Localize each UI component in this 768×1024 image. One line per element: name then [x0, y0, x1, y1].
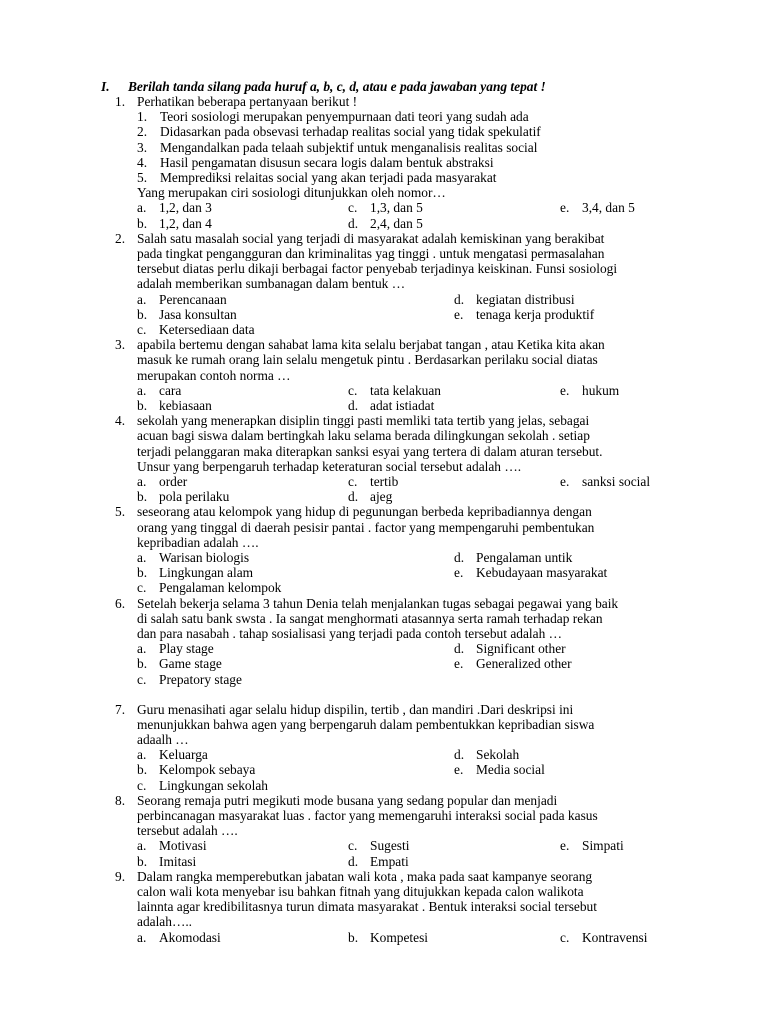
option-d[interactable]: d. Sekolah: [454, 747, 520, 763]
question-text: seseorang atau kelompok yang hidup di pegunungan berbeda kepribadiannya dengan: [137, 504, 592, 520]
option-d[interactable]: d. ajeg: [348, 489, 393, 505]
question-prompt: Yang merupakan ciri sosiologi ditunjukkan oleh nomor…: [137, 185, 446, 201]
question-8: [115, 793, 675, 869]
option-a[interactable]: a. cara: [137, 382, 182, 398]
section-number: I.: [101, 79, 110, 94]
option-e[interactable]: e. sanksi social: [560, 473, 651, 489]
question-text: Salah satu masalah social yang terjadi di masyarakat adalah kemiskinan yang berakibat: [137, 230, 605, 246]
options: [137, 641, 675, 687]
options: [137, 292, 675, 338]
question-number: 8.: [115, 792, 126, 808]
option-b[interactable]: b. Kompetesi: [348, 929, 429, 945]
option-d[interactable]: d. Empati: [348, 853, 409, 869]
question-text: pada tingkat pengangguran dan kriminalitas yag tinggi . untuk mengatasi permasalahan: [137, 246, 605, 261]
question-text: Setelah bekerja selama 3 tahun Denia telah menjalankan tugas sebagai pegawai yang baik: [137, 595, 619, 611]
option-a[interactable]: a. order: [137, 473, 188, 489]
question-number: 1.: [115, 94, 126, 109]
statement-item: 3. Mengandalkan pada telaah subjektif untuk menganalisis realitas social: [137, 139, 538, 155]
question-2: [115, 231, 675, 337]
option-a[interactable]: a. Keluarga: [137, 747, 208, 763]
question-text: di salah satu bank swsta . Ia sangat menghormati atasannya serta ramah terhadap rekan: [137, 610, 603, 626]
option-c[interactable]: c. Kontravensi: [560, 929, 648, 945]
question-number: 2.: [115, 230, 126, 246]
option-b[interactable]: b. 1,2, dan 4: [137, 215, 212, 231]
option-d[interactable]: d. kegiatan distribusi: [454, 291, 575, 307]
option-b[interactable]: b. Game stage: [137, 656, 222, 672]
option-a[interactable]: a. Motivasi: [137, 838, 207, 854]
question-text: adalah…..: [137, 914, 193, 930]
question-text: adalah memberikan sumbanagan dalam bentuk …: [137, 276, 406, 292]
question-text: Seorang remaja putri megikuti mode busana yang sedang popular dan menjadi: [137, 792, 558, 808]
option-a[interactable]: a. Akomodasi: [137, 929, 221, 945]
option-c[interactable]: c. Lingkungan sekolah: [137, 777, 268, 793]
question-text: sekolah yang menerapkan disiplin tinggi pasti memliki tata tertib yang jelas, sebagai: [137, 413, 590, 429]
option-e[interactable]: e. 3,4, dan 5: [560, 200, 635, 216]
question-text: calon wali kota menyebar isu bahkan fitnah yang ditujukkan kepada calon walikota: [137, 884, 584, 900]
question-1: [115, 94, 675, 231]
question-number: 7.: [115, 701, 126, 717]
option-e[interactable]: e. Kebudayaan masyarakat: [454, 565, 608, 581]
question-number: 6.: [115, 595, 126, 611]
question-text: apabila bertemu dengan sahabat lama kita selalu berjabat tangan , atau Ketika kita akan: [137, 337, 605, 353]
question-4: [115, 413, 675, 504]
options: [137, 747, 675, 793]
option-e[interactable]: e. tenaga kerja produktif: [454, 306, 595, 322]
statement-list: [137, 109, 675, 185]
option-c[interactable]: c. 1,3, dan 5: [348, 200, 423, 216]
question-text: acuan bagi siswa dalam bertingkah laku selama berada dilingkungan sekolah . setiap: [137, 428, 590, 444]
question-list: [115, 94, 675, 945]
option-c[interactable]: c. Ketersediaan data: [137, 321, 255, 337]
statement-item: 2. Didasarkan pada obsevasi terhadap realitas social yang tidak spekulatif: [137, 124, 541, 140]
option-d[interactable]: d. adat istiadat: [348, 397, 435, 413]
options: [137, 930, 675, 945]
option-d[interactable]: d. 2,4, dan 5: [348, 215, 423, 231]
question-text: Unsur yang berpengaruh terhadap keteraturan social tersebut adalah ….: [137, 458, 522, 474]
statement-item: 4. Hasil pengamatan disusun secara logis dalam bentuk abstraksi: [137, 154, 494, 170]
question-text: terjadi pelanggaran maka diterapkan sanksi esyai yang tertera di dalam aturan tersebut.: [137, 443, 603, 459]
question-text: orang yang tinggal di daerah pesisir pantai . factor yang mempengaruhi pembentukan: [137, 519, 595, 535]
question-text: tersebut diatas perlu dikaji berbagai factor penyebab terjadinya keiskinan. Funsi sosiologi: [137, 261, 618, 277]
option-c[interactable]: c. Pengalaman kelompok: [137, 580, 282, 596]
option-a[interactable]: a. Perencanaan: [137, 291, 227, 307]
question-text: Dalam rangka memperebutkan jabatan wali kota , maka pada saat kampanye seorang: [137, 868, 593, 884]
question-number: 5.: [115, 504, 126, 520]
option-a[interactable]: a. Play stage: [137, 641, 214, 657]
option-d[interactable]: d. Significant other: [454, 641, 566, 657]
options: [137, 550, 675, 596]
option-c[interactable]: c. tata kelakuan: [348, 382, 442, 398]
statement-item: 1. Teori sosiologi merupakan penyempurnaan dati teori yang sudah ada: [137, 109, 529, 125]
option-b[interactable]: b. Jasa konsultan: [137, 306, 237, 322]
option-b[interactable]: b. pola perilaku: [137, 489, 230, 505]
section-instruction: Berilah tanda silang pada huruf a, b, c, d, atau e pada jawaban yang tepat !: [128, 79, 546, 94]
option-a[interactable]: a. Warisan biologis: [137, 549, 250, 565]
options: [137, 474, 675, 504]
blank-spacer: [115, 687, 675, 702]
question-text: tersebut adalah ….: [137, 823, 238, 839]
option-c[interactable]: c. tertib: [348, 473, 399, 489]
option-a[interactable]: a. 1,2, dan 3: [137, 200, 212, 216]
question-7: [115, 702, 675, 793]
question-text: perbincanagan masyarakat luas . factor yang memengaruhi interaksi social pada kasus: [137, 808, 598, 824]
question-text: Perhatikan beberapa pertanyaan berikut !: [137, 94, 358, 109]
question-6: [115, 596, 675, 687]
question-text: kepribadian adalah ….: [137, 534, 259, 550]
question-number: 3.: [115, 337, 126, 353]
option-b[interactable]: b. kebiasaan: [137, 397, 212, 413]
option-e[interactable]: e. Generalized other: [454, 656, 572, 672]
question-3: [115, 337, 675, 413]
options: [137, 200, 675, 230]
option-c[interactable]: c. Prepatory stage: [137, 671, 242, 687]
question-text: menunjukkan bahwa agen yang berpengaruh dalam pembentukkan kepribadian siswa: [137, 716, 595, 732]
question-number: 9.: [115, 868, 126, 884]
option-b[interactable]: b. Lingkungan alam: [137, 565, 254, 581]
options: [137, 838, 675, 868]
option-e[interactable]: e. hukum: [560, 382, 620, 398]
section-heading: [101, 79, 546, 94]
question-9: [115, 869, 675, 945]
option-b[interactable]: b. Kelompok sebaya: [137, 762, 256, 778]
option-b[interactable]: b. Imitasi: [137, 853, 197, 869]
question-text: masuk ke rumah orang lain selalu mengetuk pintu . Berdasarkan perilaku social diatas: [137, 352, 598, 368]
question-text: adaalh …: [137, 732, 189, 748]
statement-item: 5. Memprediksi relaitas social yang akan terjadi pada masyarakat: [137, 170, 497, 186]
question-text: merupakan contoh norma …: [137, 367, 291, 383]
question-5: [115, 504, 675, 595]
option-e[interactable]: e. Simpati: [560, 838, 624, 854]
question-number: 4.: [115, 413, 126, 429]
question-text: lainnta agar kredibilitasnya turun dimata masyarakat . Bentuk interaksi social tersebut: [137, 899, 597, 915]
option-e[interactable]: e. Media social: [454, 762, 545, 778]
question-text: dan para nasabah . tahap sosialisasi yang terjadi pada contoh tersebut adalah …: [137, 625, 563, 641]
option-c[interactable]: c. Sugesti: [348, 838, 410, 854]
question-text: Guru menasihati agar selalu hidup dispilin, tertib , dan mandiri .Dari deskripsi ini: [137, 701, 574, 717]
option-d[interactable]: d. Pengalaman untik: [454, 549, 573, 565]
options: [137, 383, 675, 413]
